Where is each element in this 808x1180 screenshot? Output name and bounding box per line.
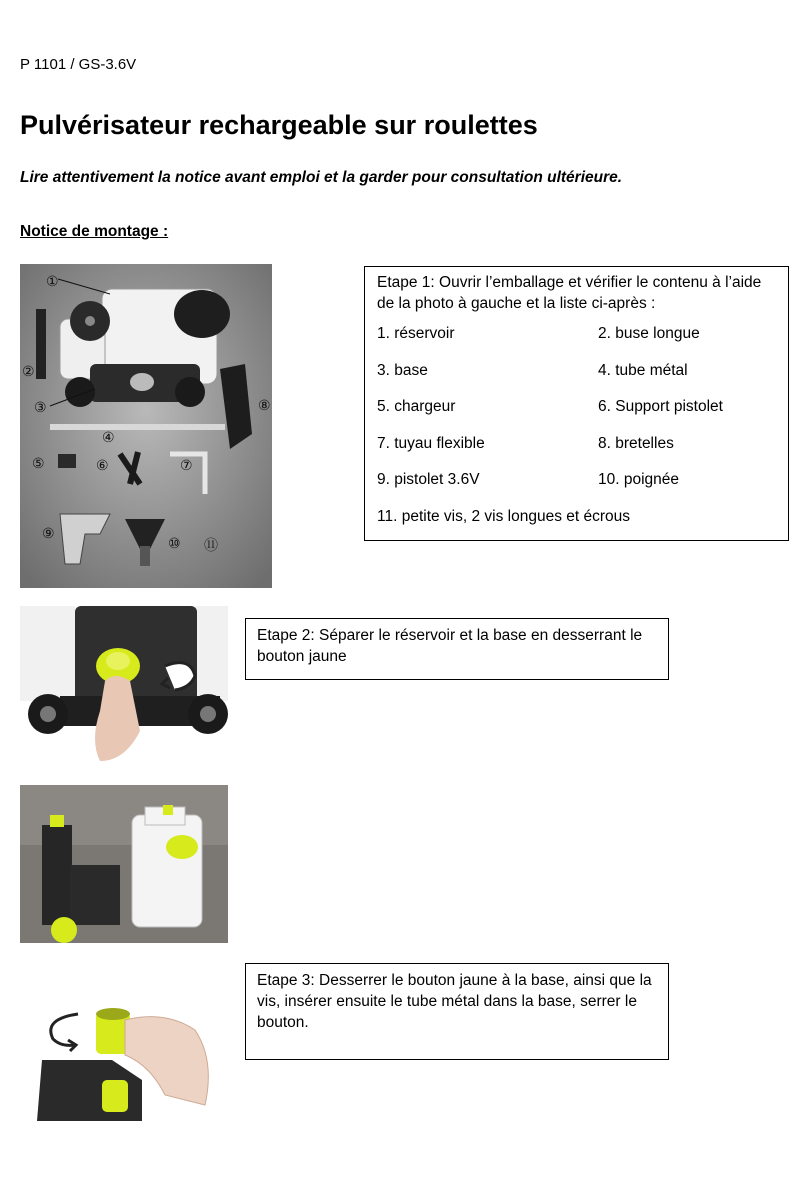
part-item: 4. tube métal	[598, 361, 688, 379]
photo-label-8: ⑧	[258, 397, 271, 413]
product-reference: P 1101 / GS-3.6V	[20, 56, 137, 73]
photo-label-7: ⑦	[180, 457, 193, 473]
step2-photo	[20, 606, 228, 766]
part-item: 1. réservoir	[377, 325, 455, 342]
part-item: 7. tuyau flexible	[377, 434, 485, 452]
step2-box	[245, 618, 669, 680]
part-item: 10. poignée	[598, 471, 680, 488]
photo-label-10: ⑩	[168, 535, 181, 551]
step3-box	[245, 963, 669, 1060]
part-item: 3. base	[377, 361, 428, 379]
photo-label-3: ③	[34, 399, 47, 415]
step2-text: Etape 2: Séparer le réservoir et la base en desserrant le bouton jaune	[257, 627, 643, 665]
section-heading: Notice de montage :	[20, 223, 169, 240]
parts-overview-photo	[20, 264, 272, 588]
step3-text: Etape 3: Desserrer le bouton jaune à la base, ainsi que la vis, insérer ensuite le tube métal dans la base, serrer le bouton.	[257, 972, 652, 1031]
photo-label-1: ①	[46, 273, 59, 289]
photo-label-5: ⑤	[32, 455, 45, 471]
photo-label-11: ⑪	[204, 537, 218, 553]
photo-label-4: ④	[102, 429, 115, 445]
part-item: 11. petite vis, 2 vis longues et écrous	[377, 507, 631, 525]
part-item: 8. bretelles	[598, 434, 674, 452]
part-item: 5. chargeur	[377, 398, 456, 415]
page-subtitle: Lire attentivement la notice avant emploi et la garder pour consultation ultérieure.	[20, 169, 623, 186]
step1-box	[364, 266, 789, 541]
part-item: 6. Support pistolet	[598, 398, 723, 415]
separated-parts-photo	[20, 785, 228, 943]
photo-label-6: ⑥	[96, 457, 109, 473]
parts-list	[377, 323, 776, 527]
step1-intro: Etape 1: Ouvrir l’emballage et vérifier le contenu à l’aide de la photo à gauche et la liste ci-après :	[377, 274, 762, 312]
part-item: 2. buse longue	[598, 325, 700, 342]
photo-label-9: ⑨	[42, 525, 55, 541]
photo-label-2: ②	[22, 363, 35, 379]
page-title: Pulvérisateur rechargeable sur roulettes	[20, 110, 538, 140]
step3-photo	[20, 1000, 228, 1121]
part-item: 9. pistolet 3.6V	[377, 471, 480, 488]
